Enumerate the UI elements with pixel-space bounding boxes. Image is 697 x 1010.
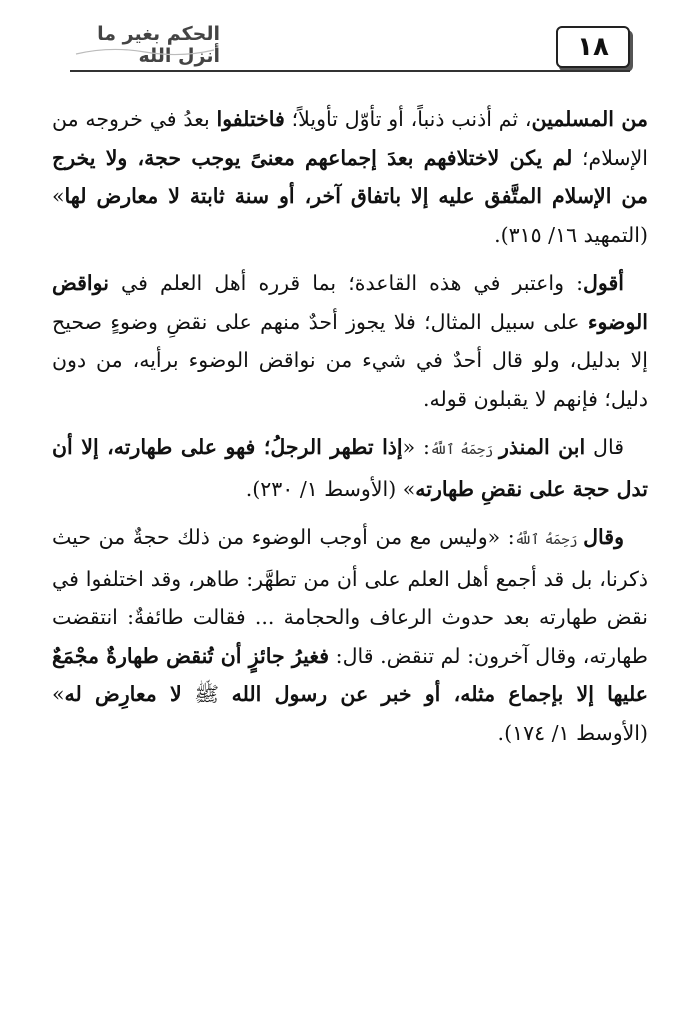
page-header	[70, 22, 630, 72]
paragraph-1	[52, 100, 648, 254]
text-segment: لم يكن لاختلافهم بعدَ إجماعهم معنىً يوجب حجة، ولا يخرج من الإسلام المتَّفق عليه إلا باتفاق آخر، أو سنة ثابتة لا معارض لها	[52, 145, 648, 208]
text-segment: من المسلمين	[531, 107, 648, 131]
text-segment: لا معارِض له	[64, 682, 182, 706]
text-segment: ابن المنذر	[499, 435, 586, 459]
page-number: ١٨	[577, 32, 609, 62]
text-segment: قال	[585, 435, 624, 459]
text-segment: » (الأوسط ١/ ١٧٤).	[52, 682, 648, 745]
text-segment: : «	[402, 435, 430, 459]
page-number-box	[556, 26, 630, 68]
text-segment: نواقض الوضوء	[52, 271, 648, 334]
paragraph-3	[52, 428, 648, 508]
page-body	[52, 100, 648, 752]
text-segment: فغيرُ جائزٍ أن تُنقض طهارةٌ مجْمَعٌ عليها إلا بإجماع مثله، أو خبر عن رسول الله	[52, 643, 649, 706]
paragraph-2	[52, 264, 648, 418]
text-segment: إذا تطهر الرجلُ؛ فهو على طهارته، إلا أن تدل حجة على نقضِ طهارته	[52, 435, 648, 501]
text-segment: أقول	[583, 271, 624, 295]
salutation-glyph: ﷺ	[181, 682, 232, 706]
text-segment: : واعتبر في هذه القاعدة؛ بما قرره أهل العلم في	[108, 271, 584, 295]
text-segment: » (الأوسط ١/ ٢٣٠).	[245, 476, 416, 501]
paragraph-4	[52, 518, 648, 752]
header-divider	[70, 70, 630, 72]
honorific: رَحِمَهُ ٱللَّهُ	[514, 532, 584, 548]
text-segment: : «وليس مع من أوجب الوضوء من ذلك حجةٌ من حيث ذكرنا، بل قد أجمع أهل العلم على أن من تطهَّر: طاهر، وقد اختلفوا في نقض طهارته بعد حدوث الرعاف والحجامة ... فقالت طائفةٌ: انتقضت طهارته، وقال آخرون: لم تنقض. قال:	[52, 525, 648, 668]
honorific: رَحِمَهُ ٱللَّهُ	[429, 442, 500, 458]
text-segment: وقال	[583, 525, 624, 549]
text-segment: » (التمهيد ١٦/ ٣١٥).	[52, 184, 648, 247]
text-segment: على سبيل المثال؛ فلا يجوز أحدٌ منهم على نقضِ وضوءٍ صحيح إلا بدليل، ولو قال أحدٌ في شيء من نواقض الوضوء برأيه، من دون دليل؛ فإنهم لا يقبلون قوله.	[52, 309, 648, 411]
text-segment: ، ثم أذنب ذنباً، أو تأوّل تأويلاً؛	[284, 107, 532, 131]
calligraphy-ornament-icon	[70, 28, 220, 62]
book-title-calligraphy	[70, 23, 220, 67]
text-segment: فاختلفوا	[216, 107, 285, 131]
text-segment: بعدُ في خروجه من الإسلام؛	[52, 107, 648, 170]
book-title-text: الحكم بغير ما أنزل الله	[97, 23, 220, 67]
